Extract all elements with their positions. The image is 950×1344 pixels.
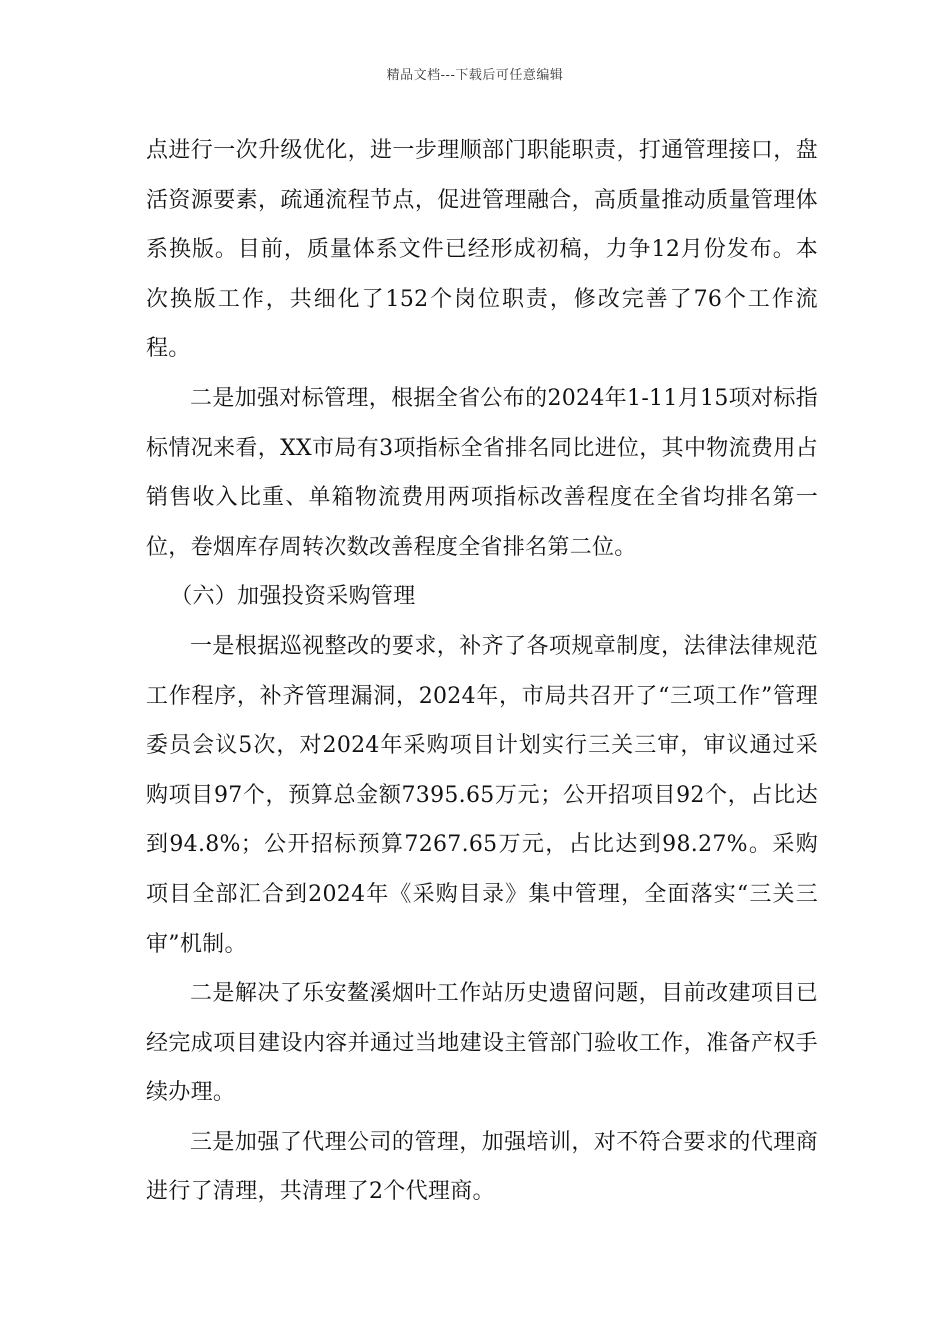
document-body xyxy=(146,126,818,1217)
page-header: 精品文档---下载后可任意编辑 xyxy=(386,68,564,83)
section-heading-procurement: （六）加强投资采购管理 xyxy=(170,584,416,610)
paragraph-inspection-rectification: 一是根据巡视整改的要求，补齐了各项规章制度，法律法律规范工作程序，补齐管理漏洞，2024年，市局共召开了“三项工作”管理委员会议5次，对2024年采购项目计划实行三关三审，审议通过采购项目97个，预算总金额7395.65万元；公开招项目92个，占比达到94.8%；公开招标预算7267.65万元，占比达到98.27%。采购项目全部汇合到2024年《采购目录》集中管理，全面落实“三关三审”机制。 xyxy=(146,633,818,957)
paragraph-benchmark-management: 二是加强对标管理，根据全省公布的2024年1-11月15项对标指标情况来看，XX市局有3项指标全省排名同比进位，其中物流费用占销售收入比重、单箱物流费用两项指标改善程度在全省均排名第一位，卷烟库存周转次数改善程度全省排名第二位。 xyxy=(146,385,818,560)
paragraph-legacy-issue: 二是解决了乐安鳌溪烟叶工作站历史遗留问题，目前改建项目已经完成项目建设内容并通过当地建设主管部门验收工作，准备产权手续办理。 xyxy=(146,981,818,1106)
paragraph-agency-management: 三是加强了代理公司的管理，加强培训，对不符合要求的代理商进行了清理，共清理了2个代理商。 xyxy=(146,1129,818,1205)
paragraph-continuation: 点进行一次升级优化，进一步理顺部门职能职责，打通管理接口，盘活资源要素，疏通流程节点，促进管理融合，高质量推动质量管理体系换版。目前，质量体系文件已经形成初稿，力争12月份发布。本次换版工作，共细化了152个岗位职责，修改完善了76个工作流程。 xyxy=(146,138,818,362)
